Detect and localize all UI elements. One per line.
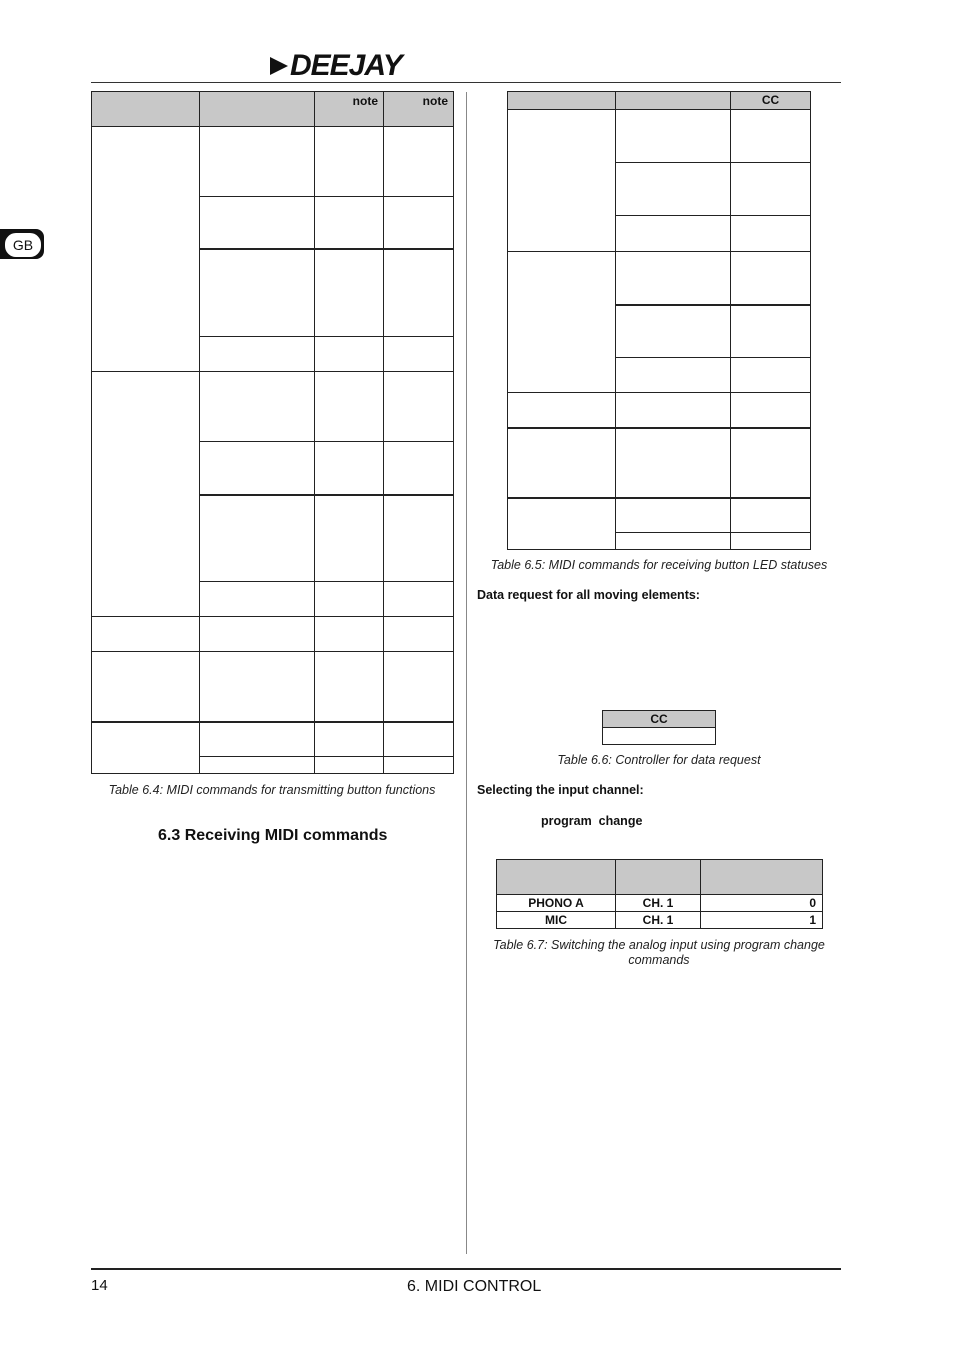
table-cell: [200, 722, 315, 757]
table-cell: [616, 110, 731, 163]
table-cell: [200, 197, 315, 249]
table-cell: [315, 127, 384, 197]
table-header-cell: CC: [731, 92, 811, 110]
table-6-7-caption-line2: commands: [628, 953, 690, 967]
table-row: [508, 393, 811, 428]
table-row: [92, 652, 454, 722]
column-divider: [466, 92, 467, 1254]
table-cell: [731, 163, 811, 216]
table-header-row: [497, 860, 823, 895]
table-cell: [508, 498, 616, 550]
table-cell: [200, 127, 315, 197]
table-cell: [315, 495, 384, 582]
table-cell: [616, 393, 731, 428]
table-row: [508, 252, 811, 305]
table-cell: [508, 428, 616, 498]
table-row: [508, 498, 811, 533]
table-cell: [315, 757, 384, 774]
table-cell: [508, 393, 616, 428]
table-header-cell: [200, 92, 315, 127]
table-cell: [731, 533, 811, 550]
table-6-4-caption: Table 6.4: MIDI commands for transmitting button functions: [108, 783, 436, 797]
table-header-cell: [92, 92, 200, 127]
table-row: [497, 912, 823, 929]
chapter-title: 6. MIDI CONTROL: [407, 1278, 542, 1295]
table-cell: [616, 216, 731, 252]
table-row: [508, 110, 811, 163]
table-cell: [508, 110, 616, 252]
logo-text: DEEJAY: [290, 49, 402, 82]
table-header-cell: [508, 92, 616, 110]
table-6-5-caption: Table 6.5: MIDI commands for receiving button LED statuses: [490, 558, 828, 572]
table-cell: [315, 582, 384, 617]
table-row: [92, 722, 454, 757]
table-cell: [731, 393, 811, 428]
table-cell: [384, 249, 454, 337]
table-6-4: [91, 91, 454, 774]
table-cell: [200, 442, 315, 495]
table-cell: [92, 617, 200, 652]
table-cell: [384, 372, 454, 442]
table-cell: [315, 249, 384, 337]
table-row: [92, 617, 454, 652]
deejay-logo: [270, 50, 402, 82]
table-cell: [731, 498, 811, 533]
table-6-5: [507, 91, 811, 550]
page-number: 14: [91, 1277, 108, 1294]
table-cell: [315, 722, 384, 757]
input-cell: PHONO A: [497, 895, 616, 912]
table-cell: [616, 358, 731, 393]
table-header-cell: CC: [603, 711, 716, 728]
table-cell: [616, 533, 731, 550]
table-cell: [616, 163, 731, 216]
table-cell: [603, 728, 716, 745]
table-cell: [384, 495, 454, 582]
table-cell: [616, 305, 731, 358]
table-6-7-caption-line1: Table 6.7: Switching the analog input using program change: [493, 938, 825, 952]
table-cell: [616, 498, 731, 533]
table-cell: [92, 652, 200, 722]
table-6-6: [602, 710, 716, 745]
table-cell: [384, 652, 454, 722]
input-cell: MIC: [497, 912, 616, 929]
table-cell: [315, 372, 384, 442]
table-header-cell: note: [384, 92, 454, 127]
table-cell: [731, 216, 811, 252]
header-rule: [91, 82, 841, 83]
table-cell: [731, 305, 811, 358]
table-header-row: [508, 92, 811, 110]
language-tab-label: GB: [5, 233, 41, 257]
table-cell: [731, 110, 811, 163]
table-cell: [200, 757, 315, 774]
table-cell: [731, 252, 811, 305]
table-cell: [200, 337, 315, 372]
channel-cell: CH. 1: [616, 895, 701, 912]
table-cell: [384, 127, 454, 197]
table-cell: [315, 442, 384, 495]
table-cell: [731, 428, 811, 498]
table-header-cell: note: [315, 92, 384, 127]
table-row: [92, 372, 454, 442]
table-cell: [384, 337, 454, 372]
table-cell: [315, 197, 384, 249]
table-cell: [315, 337, 384, 372]
table-cell: [200, 372, 315, 442]
section-heading: 6.3 Receiving MIDI commands: [158, 827, 388, 844]
table-header-cell: [616, 860, 701, 895]
value-cell: 1: [701, 912, 823, 929]
table-row: [497, 895, 823, 912]
value-cell: 0: [701, 895, 823, 912]
table-cell: [200, 652, 315, 722]
table-6-6-caption: Table 6.6: Controller for data request: [557, 753, 761, 767]
table-cell: [384, 722, 454, 757]
table-cell: [200, 582, 315, 617]
table-6-7-caption: [477, 938, 841, 968]
table-header-row: [92, 92, 454, 127]
table-cell: [92, 722, 200, 774]
table-row: [508, 428, 811, 498]
table-cell: [315, 617, 384, 652]
table-cell: [384, 442, 454, 495]
table-cell: [384, 757, 454, 774]
table-cell: [200, 495, 315, 582]
table-cell: [384, 197, 454, 249]
table-cell: [200, 249, 315, 337]
data-request-label: Data request for all moving elements:: [477, 588, 700, 602]
table-cell: [384, 617, 454, 652]
table-row: [92, 127, 454, 197]
footer-rule: [91, 1268, 841, 1270]
table-header-cell: [497, 860, 616, 895]
table-header-cell: [616, 92, 731, 110]
language-tab: [0, 229, 44, 259]
table-cell: [616, 252, 731, 305]
table-cell: [200, 617, 315, 652]
play-arrow-icon: [270, 57, 288, 75]
table-header-cell: [701, 860, 823, 895]
table-cell: [92, 372, 200, 617]
table-row: [603, 728, 716, 745]
table-6-7: [496, 859, 823, 929]
table-cell: [731, 358, 811, 393]
table-header-row: [603, 711, 716, 728]
table-cell: [616, 428, 731, 498]
program-change-text: program change: [541, 814, 643, 828]
input-channel-label: Selecting the input channel:: [477, 783, 644, 797]
table-cell: [384, 582, 454, 617]
table-cell: [92, 127, 200, 372]
table-cell: [508, 252, 616, 393]
channel-cell: CH. 1: [616, 912, 701, 929]
table-cell: [315, 652, 384, 722]
